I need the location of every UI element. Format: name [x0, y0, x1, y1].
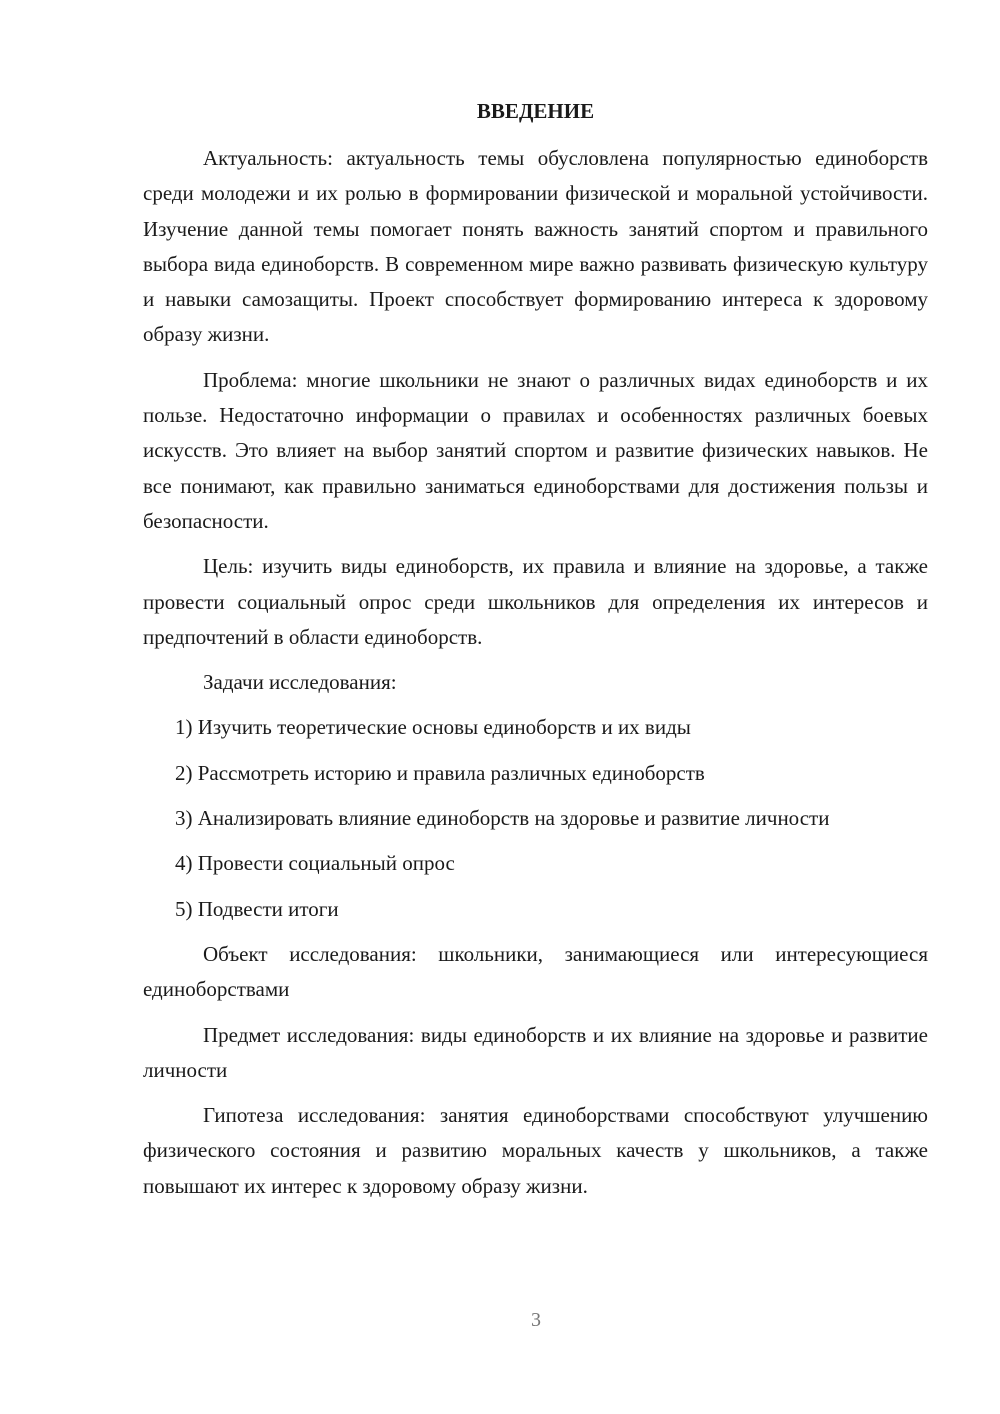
task-item-1: 1) Изучить теоретические основы единоборств и их виды	[175, 715, 691, 740]
tasks-heading: Задачи исследования:	[203, 670, 397, 695]
task-item-2: 2) Рассмотреть историю и правила различных единоборств	[175, 760, 705, 785]
page-title: ВВЕДЕНИЕ	[476, 99, 595, 123]
paragraph-goal: Цель: изучить виды единоборств, их правила и влияние на здоровье, а также провести социальный опрос среди школьников для определения их интересов и предпочтений в области единоборств.	[143, 554, 928, 649]
paragraph-relevance: Актуальность: актуальность темы обусловлена популярностью единоборств среди молодежи и их ролью в формировании физической и моральной устойчивости. Изучение данной темы помогает понять важность занятий спортом и правильного выбора вида единоборств. В современном мире важно развивать физическую культуру и навыки самозащиты. Проект способствует формированию интереса к здоровому образу жизни.	[143, 146, 928, 347]
paragraph-object: Объект исследования: школьники, занимающиеся или интересующиеся единоборствами	[143, 941, 928, 1002]
task-item-3: 3) Анализировать влияние единоборств на здоровье и развитие личности	[175, 806, 830, 831]
document-body	[143, 141, 928, 1214]
page-number: 3	[531, 1309, 541, 1331]
task-item-4: 4) Провести социальный опрос	[175, 851, 455, 876]
paragraph-problem: Проблема: многие школьники не знают о различных видах единоборств и их пользе. Недостаточно информации о правилах и особенностях различных боевых искусств. Это влияет на выбор занятий спортом и развитие физических навыков. Не все понимают, как правильно заниматься единоборствами для достижения пользы и безопасности.	[143, 367, 928, 533]
paragraph-subject: Предмет исследования: виды единоборств и их влияние на здоровье и развитие личности	[143, 1022, 928, 1082]
task-item-5: 5) Подвести итоги	[175, 896, 339, 921]
paragraph-hypothesis: Гипотеза исследования: занятия единоборствами способствуют улучшению физического состояния и развитию моральных качеств у школьников, а также повышают их интерес к здоровому образу жизни.	[143, 1103, 928, 1198]
